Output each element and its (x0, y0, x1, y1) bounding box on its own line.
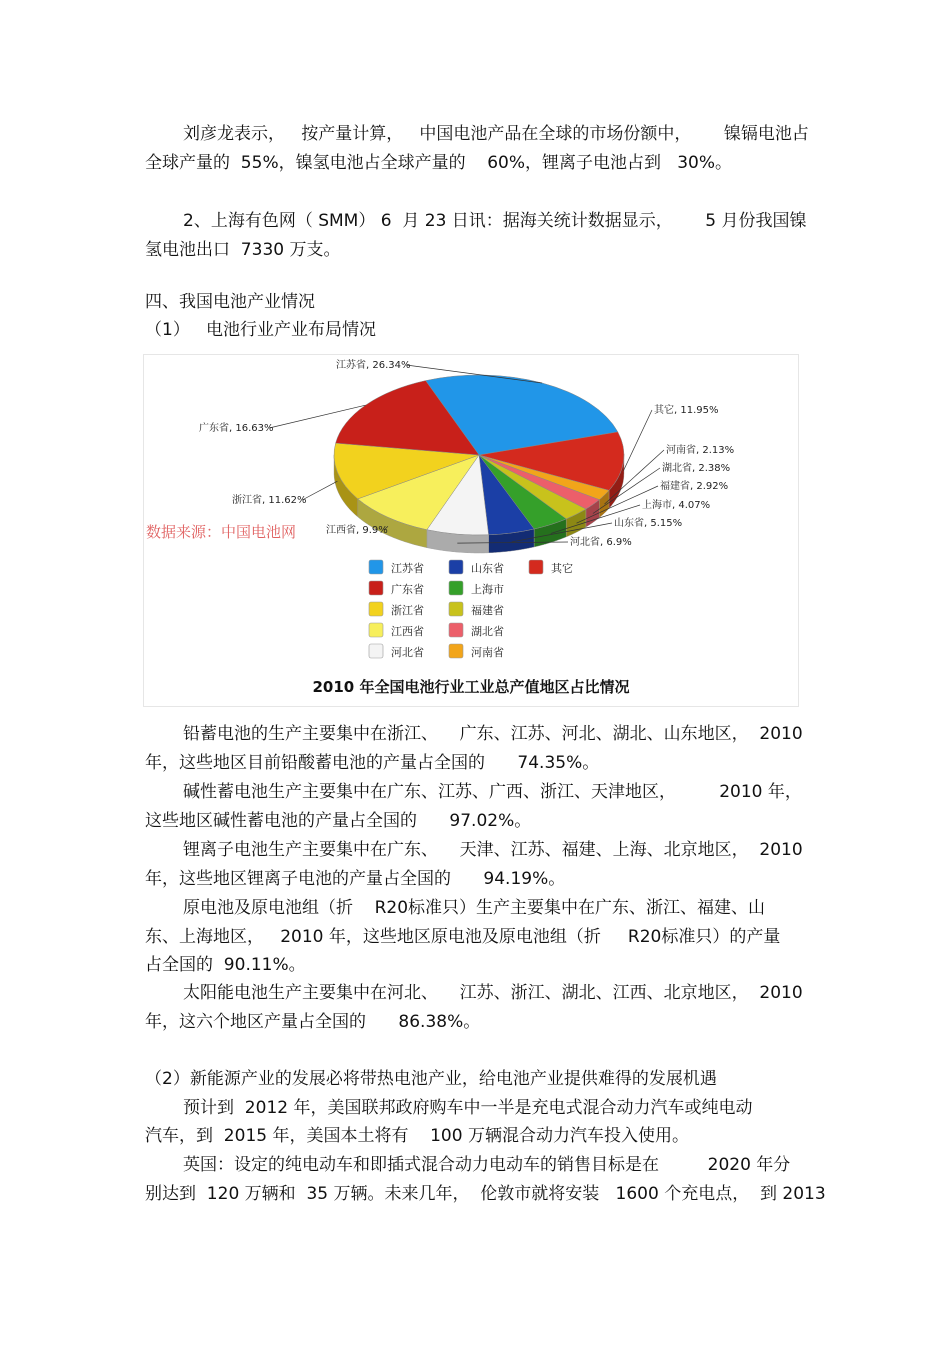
body-line: 东、上海地区， 2010 年，这些地区原电池及原电池组（折 R20标准只）的产量 (145, 927, 781, 947)
body-line: 年，这六个地区产量占全国的 86.38%。 (145, 1012, 481, 1032)
sub-heading-layout: （1） 电池行业产业布局情况 (145, 320, 377, 340)
body-line: 占全国的 90.11%。 (145, 955, 306, 975)
slice-label: 湖北省, 2.38% (662, 463, 731, 474)
slice-label: 浙江省, 11.62% (232, 495, 307, 506)
legend-swatch (449, 602, 463, 616)
slice-label: 福建省, 2.92% (660, 481, 729, 492)
body-line: 年，这些地区目前铅酸蓄电池的产量占全国的 74.35%。 (145, 753, 600, 773)
legend-label: 广东省 (391, 583, 424, 596)
paragraph-1-line-2: 全球产量的 55%，镍氢电池占全球产量的 60%，锂离子电池占到 30%。 (145, 153, 732, 173)
paragraph-2-line-2: 氢电池出口 7330 万支。 (145, 240, 341, 260)
slice-label: 江西省, 9.9% (326, 525, 388, 536)
legend-swatch (369, 560, 383, 574)
pie-chart-figure (143, 354, 799, 707)
paragraph-1-line-1: 刘彦龙表示， 按产量计算， 中国电池产品在全球的市场份额中， 镍镉电池占 (183, 124, 809, 144)
legend-swatch (369, 623, 383, 637)
leader-line (624, 410, 653, 471)
legend-label: 河北省 (391, 646, 424, 659)
legend-label: 上海市 (471, 583, 504, 596)
data-source-note: 数据来源：中国电池网 (146, 523, 297, 541)
body-line: 别达到 120 万辆和 35 万辆。未来几年， 伦敦市就将安装 1600 个充电点， 到 2013 (145, 1184, 826, 1204)
slice-label: 上海市, 4.07% (642, 500, 711, 511)
legend-label: 山东省 (471, 562, 504, 575)
slice-label: 河南省, 2.13% (666, 445, 735, 456)
slice-label: 其它, 11.95% (654, 405, 719, 416)
legend-swatch (449, 623, 463, 637)
legend-label: 江苏省 (391, 562, 424, 575)
body-line: 汽车，到 2015 年，美国本土将有 100 万辆混合动力汽车投入使用。 (145, 1126, 689, 1146)
slice-label: 山东省, 5.15% (614, 518, 683, 529)
body-line: 这些地区碱性蓄电池的产量占全国的 97.02%。 (145, 811, 532, 831)
body-line: 英国：设定的纯电动车和即插式混合动力电动车的销售目标是在 2020 年分 (183, 1155, 791, 1175)
legend-swatch (369, 602, 383, 616)
slice-label: 广东省, 16.63% (199, 423, 274, 434)
legend-swatch (369, 644, 383, 658)
legend-swatch (449, 644, 463, 658)
body-line: 年，这些地区锂离子电池的产量占全国的 94.19%。 (145, 869, 566, 889)
pie-chart (144, 355, 798, 706)
legend-label: 湖北省 (471, 625, 504, 638)
paragraph-2-line-1: 2、上海有色网（ SMM） 6 月 23 日讯：据海关统计数据显示， 5 月份我国镍 (183, 211, 807, 231)
legend-swatch (529, 560, 543, 574)
slice-label: 江苏省, 26.34% (336, 360, 411, 371)
legend-label: 江西省 (391, 625, 424, 638)
chart-title: 2010 年全国电池行业工业总产值地区占比情况 (312, 678, 630, 696)
body-line: 太阳能电池生产主要集中在河北、 江苏、浙江、湖北、江西、北京地区， 2010 (183, 983, 803, 1003)
slice-label: 河北省, 6.9% (570, 537, 632, 548)
legend-label: 河南省 (471, 646, 504, 659)
legend-swatch (449, 581, 463, 595)
body-line: 碱性蓄电池生产主要集中在广东、江苏、广西、浙江、天津地区， 2010 年， (183, 782, 802, 802)
leader-line (302, 481, 337, 500)
sub-heading-new-energy: （2）新能源产业的发展必将带热电池产业，给电池产业提供难得的发展机遇 (145, 1069, 717, 1089)
body-line: 原电池及原电池组（折 R20标准只）生产主要集中在广东、浙江、福建、山 (183, 898, 766, 918)
body-line: 锂离子电池生产主要集中在广东、 天津、江苏、福建、上海、北京地区， 2010 (183, 840, 803, 860)
legend-label: 福建省 (471, 604, 504, 617)
legend-label: 浙江省 (391, 604, 424, 617)
body-line: 铅蓄电池的生产主要集中在浙江、 广东、江苏、河北、湖北、山东地区， 2010 (183, 724, 803, 744)
legend-swatch (449, 560, 463, 574)
section-heading: 四、我国电池产业情况 (145, 292, 315, 312)
body-line: 预计到 2012 年，美国联邦政府购车中一半是充电式混合动力汽车或纯电动 (183, 1098, 753, 1118)
legend-swatch (369, 581, 383, 595)
legend-label: 其它 (551, 562, 573, 575)
